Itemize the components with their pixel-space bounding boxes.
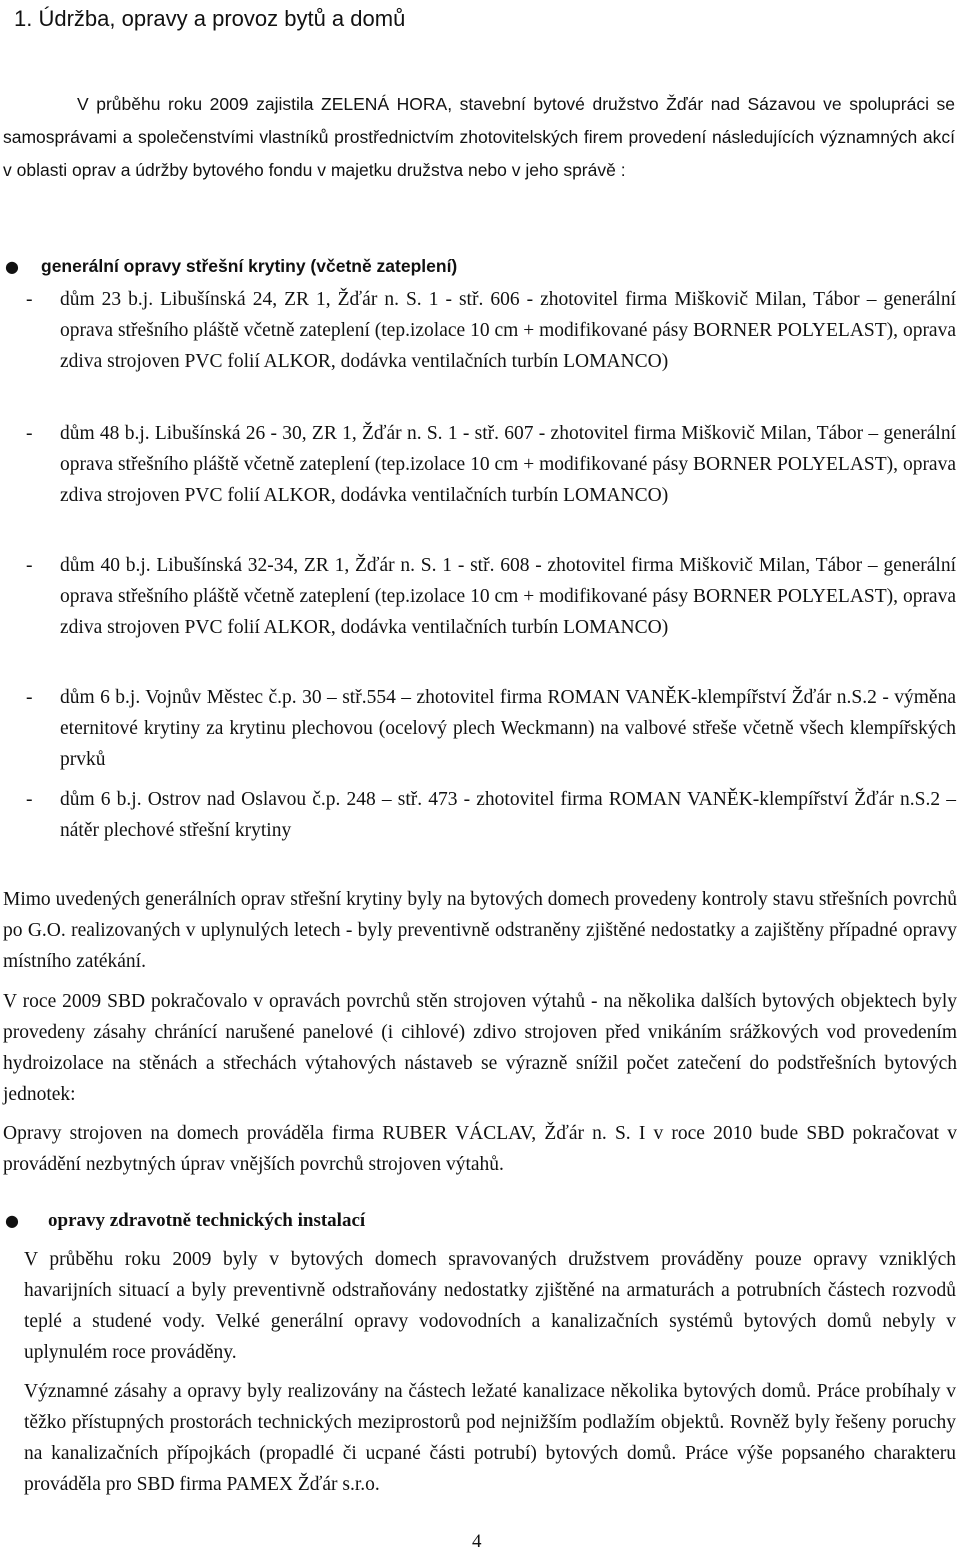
list-item-text: dům 48 b.j. Libušínská 26 - 30, ZR 1, Žďár n. S. 1 - stř. 607 - zhotovitel firma Miškovič Milan, Tábor – generální oprava střešního pláště včetně zateplení (tep.izolace 10 cm + modifikované pásy BORNER POLYELAST), oprava zdiva strojoven PVC folií ALKOR, dodávka ventilačních turbín LOMANCO) bbox=[60, 423, 956, 506]
page-number: 4 bbox=[472, 1531, 482, 1552]
dash-marker: - bbox=[26, 289, 33, 310]
dash-marker: - bbox=[26, 555, 33, 576]
dash-marker: - bbox=[26, 423, 33, 444]
dash-marker: - bbox=[26, 789, 33, 810]
bullet-icon: ● bbox=[5, 257, 19, 276]
paragraph-ruber: Opravy strojoven na domech prováděla firma RUBER VÁCLAV, Žďár n. S. I v roce 2010 bude SBD pokračovat v provádění nezbytných úprav vnějších povrchů strojoven výtahů. bbox=[3, 1123, 957, 1175]
list-item-text: dům 6 b.j. Ostrov nad Oslavou č.p. 248 – stř. 473 - zhotovitel firma ROMAN VANĚK-klempířství Žďár n.S.2 – nátěr plechové střešní krytiny bbox=[60, 789, 956, 841]
list-item-text: dům 40 b.j. Libušínská 32-34, ZR 1, Žďár n. S. 1 - stř. 608 - zhotovitel firma Miškovič Milan, Tábor – generální oprava střešního pláště včetně zateplení (tep.izolace 10 cm + modifikované pásy BORNER POLYELAST), oprava zdiva strojoven PVC folií ALKOR, dodávka ventilačních turbín LOMANCO) bbox=[60, 555, 956, 638]
paragraph-sewer: Významné zásahy a opravy byly realizovány na částech ležaté kanalizace několika bytových domů. Práce probíhaly v těžko přístupných prostorách technických meziprostorů pod nejnižším podlažím objektů. Rovněž byly řešeny poruchy na kanalizačních přípojkách (propadlé či ucpané části potrubí) bytových domů. Práce výše popsaného charakteru prováděla pro SBD firma PAMEX Žďár s.r.o. bbox=[24, 1381, 956, 1495]
section-heading: 1. Údržba, opravy a provoz bytů a domů bbox=[14, 6, 406, 31]
intro-paragraph: V průběhu roku 2009 zajistila ZELENÁ HORA, stavební bytové družstvo Žďár nad Sázavou ve spolupráci se samosprávami a společenstvími vlastníků prostřednictvím zhotovitelských firem provedení následujících významných akcí v oblasti oprav a údržby bytového fondu v majetku družstva nebo v jeho správě : bbox=[3, 94, 955, 180]
bullet-icon: ● bbox=[5, 1211, 19, 1230]
bullet-roof-repairs-label: generální opravy střešní krytiny (včetně zateplení) bbox=[41, 256, 458, 276]
list-item-text: dům 23 b.j. Libušínská 24, ZR 1, Žďár n. S. 1 - stř. 606 - zhotovitel firma Miškovič Milan, Tábor – generální oprava střešního pláště včetně zateplení (tep.izolace 10 cm + modifikované pásy BORNER POLYELAST), oprava zdiva strojoven PVC folií ALKOR, dodávka ventilačních turbín LOMANCO) bbox=[60, 289, 956, 372]
paragraph-elevator-rooms: V roce 2009 SBD pokračovalo v opravách povrchů stěn strojoven výtahů - na několika dalších bytových objektech byly provedeny zásahy chránící narušené panelové (i cihlové) zdivo strojoven před vnikáním srážkových vod provedením hydroizolace na stěnách a střechách výtahových nástaveb se výrazně snížil počet zatečení do podstřešních bytových jednotek: bbox=[3, 991, 957, 1105]
paragraph-roof-checks: Mimo uvedených generálních oprav střešní krytiny byly na bytových domech provedeny kontroly stavu střešních povrchů po G.O. realizovaných v uplynulých letech - byly preventivně odstraněny zjištěné nedostatky a zajištěny případné opravy místního zatékání. bbox=[3, 889, 957, 972]
paragraph-plumbing: V průběhu roku 2009 byly v bytových domech spravovaných družstvem prováděny pouze opravy vzniklých havarijních situací a byly preventivně odstraňovány nedostatky zjištěné na armaturách a potrubních částech rozvodů teplé a studené vody. Velké generální opravy vodovodních a kanalizačních systémů bytových domů nebyly v uplynulém roce prováděny. bbox=[24, 1249, 956, 1363]
dash-marker: - bbox=[26, 687, 33, 708]
bullet-plumbing-label: opravy zdravotně technických instalací bbox=[48, 1210, 366, 1231]
list-item-text: dům 6 b.j. Vojnův Městec č.p. 30 – stř.554 – zhotovitel firma ROMAN VANĚK-klempířství Žďár n.S.2 - výměna eternitové krytiny za krytinu plechovou (ocelový plech Weckmann) na valbové střeše včetně všech klempířských prvků bbox=[60, 687, 956, 770]
